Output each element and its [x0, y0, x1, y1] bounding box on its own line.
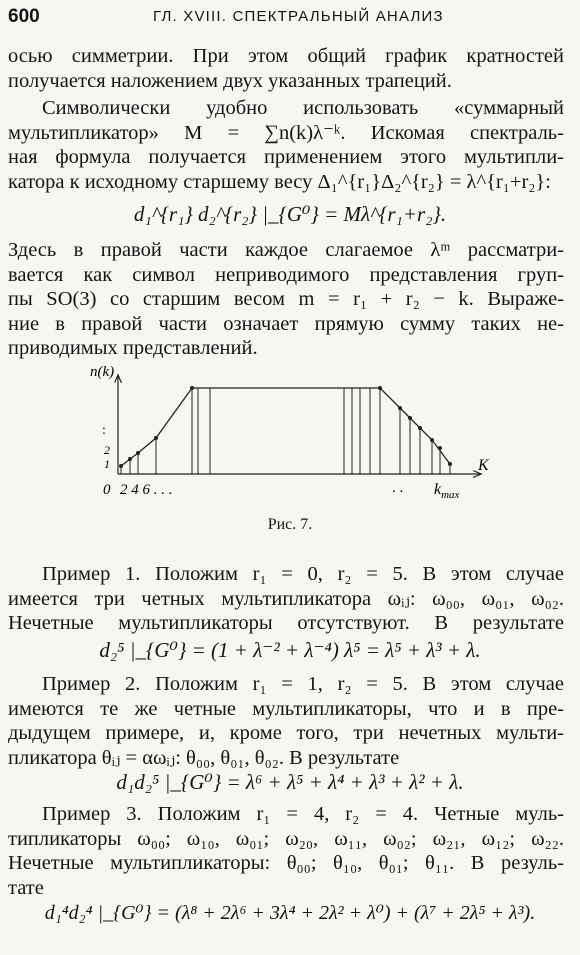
y-tick-2: 2 — [104, 443, 110, 457]
text-line: приводимых представлений. — [8, 337, 258, 359]
text-line: осью симметрии. При этом общий график кратностей — [8, 45, 564, 67]
multiplicity-bars — [121, 388, 450, 474]
text-line: имеется три четных мультипликатора ωᵢⱼ: ω₀₀, ω₀₁, ω₀₂. — [8, 587, 564, 610]
formula-main: d₁^{r₁} d₂^{r₂} |_{G⁰} = Mλ^{r₁+r₂}. — [133, 202, 447, 226]
text-line: Здесь в правой части каждое слагаемое λᵐ рассматри- — [8, 239, 564, 261]
example-1 — [8, 562, 564, 636]
text-line: пликатора θᵢⱼ = αωᵢⱼ: θ₀₀, θ₀₁, θ₀₂. В результате — [8, 746, 400, 769]
formula-example-3: d₁⁴d₂⁴ |_{G⁰} = (λ⁸ + 2λ⁶ + 3λ⁴ + 2λ² + λ⁰) + (λ⁷ + 2λ⁵ + λ³). — [44, 902, 536, 924]
x-end-dots: . . — [392, 480, 404, 496]
paragraph-multiplier — [8, 96, 564, 194]
text-line: пы SO(3) со старшим весом m = r₁ + r₂ − k. Выраже- — [8, 288, 564, 310]
x-tick-labels: 2 4 6 . . . — [120, 482, 173, 498]
paragraph-explanation — [8, 238, 564, 361]
y-axis-label: n(k) — [90, 364, 115, 380]
text-line: тате — [8, 876, 44, 899]
text-line: Пример 1. Положим r₁ = 0, r₂ = 5. В этом случае — [42, 563, 564, 585]
text-line: вается как символ неприводимого представления груп- — [8, 263, 564, 286]
figure-caption: Рис. 7. — [267, 516, 313, 533]
x-axis-label: K — [478, 457, 489, 474]
text-line: дыдущем примере, и, кроме того, три нечетных мульти- — [8, 722, 564, 744]
text-line: Нечетные мультипликаторы отсутствуют. В результате — [8, 612, 564, 634]
text-line: получается наложением двух указанных трапеций. — [8, 69, 452, 92]
multiplicity-graph — [90, 362, 510, 512]
text-line: Пример 2. Положим r₁ = 1, r₂ = 5. В этом случае — [42, 673, 564, 695]
example-3 — [8, 802, 564, 900]
example-2 — [8, 672, 564, 770]
text-line: мультипликатор» M = ∑n(k)λ⁻ᵏ. Искомая спектраль- — [8, 121, 564, 144]
data-points — [119, 386, 452, 468]
formula-example-1: d₂⁵ |_{G⁰} = (1 + λ⁻² + λ⁻⁴) λ⁵ = λ⁵ + λ³ + λ. — [99, 638, 481, 662]
text-line: ная формула получается применением этого мультипли- — [8, 146, 564, 168]
text-line: типликаторы ω₀₀; ω₁₀, ω₀₁; ω₂₀, ω₁₁, ω₀₂; ω₂₁, ω₁₂; ω₂₂. — [8, 827, 564, 850]
x-origin-label: 0 — [103, 482, 111, 498]
paragraph-symmetry — [8, 44, 564, 93]
trapezoid-outline — [121, 388, 450, 466]
running-title: ГЛ. XVIII. СПЕКТРАЛЬНЫЙ АНАЛИЗ — [153, 8, 444, 25]
formula-example-2: d₁d₂⁵ |_{G⁰} = λ⁶ + λ⁵ + λ⁴ + λ³ + λ² + λ. — [116, 770, 464, 794]
text-line: Символически удобно использовать «суммарный — [42, 97, 564, 119]
y-dots: : — [102, 423, 106, 438]
text-line: имеются те же четные мультипликаторы, что и в пре- — [8, 697, 564, 720]
page-header — [8, 6, 568, 32]
y-tick-1: 1 — [104, 457, 110, 471]
text-line: Нечетные мультипликаторы: θ₀₀; θ₁₀, θ₀₁; θ₁₁. В резуль- — [8, 852, 564, 874]
text-line: ние в правой части означает прямую сумму таких не- — [8, 312, 564, 335]
text-line: катора к исходному старшему весу Δ₁^{r₁}Δ₂^{r₂} = λ^{r₁+r₂}: — [8, 170, 551, 193]
x-max-label: $k_{max}$ — [434, 481, 460, 501]
page-number: 600 — [8, 6, 40, 27]
text-line: Пример 3. Положим r₁ = 4, r₂ = 4. Четные муль- — [42, 803, 564, 825]
